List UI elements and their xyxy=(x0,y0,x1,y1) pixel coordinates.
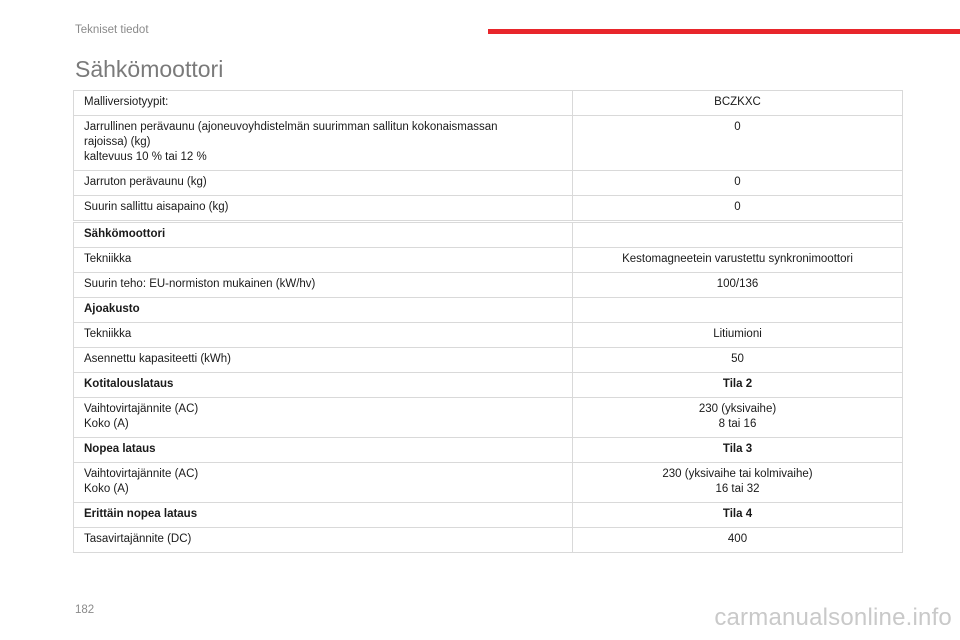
row-label: Nopea lataus xyxy=(74,438,573,463)
table-row xyxy=(74,116,903,171)
row-value: 230 (yksivaihe) 8 tai 16 xyxy=(573,398,903,438)
watermark: carmanualsonline.info xyxy=(714,604,952,631)
row-label: Jarruton perävaunu (kg) xyxy=(74,171,573,196)
row-label: Jarrullinen perävaunu (ajoneuvoyhdistelmän suurimman sallitun kokonaismassan rajoissa) (kg) kaltevuus 10 % tai 12 % xyxy=(74,116,573,171)
table-section-header xyxy=(74,373,903,398)
row-label: Vaihtovirtajännite (AC) Koko (A) xyxy=(74,463,573,503)
row-value xyxy=(573,223,903,248)
row-label: Malliversiotyypit: xyxy=(74,91,573,116)
table-section-header xyxy=(74,298,903,323)
row-label: Tasavirtajännite (DC) xyxy=(74,528,573,553)
table-row xyxy=(74,248,903,273)
table-section-header xyxy=(74,503,903,528)
row-value: Kestomagneetein varustettu synkronimoottori xyxy=(573,248,903,273)
row-label: Suurin sallittu aisapaino (kg) xyxy=(74,196,573,221)
table-row xyxy=(74,273,903,298)
row-label: Tekniikka xyxy=(74,248,573,273)
row-label: Vaihtovirtajännite (AC) Koko (A) xyxy=(74,398,573,438)
row-value: 230 (yksivaihe tai kolmivaihe) 16 tai 32 xyxy=(573,463,903,503)
row-label: Suurin teho: EU-normiston mukainen (kW/hv) xyxy=(74,273,573,298)
row-value: 0 xyxy=(573,196,903,221)
table-row xyxy=(74,398,903,438)
row-value: BCZKXC xyxy=(573,91,903,116)
row-label: Sähkömoottori xyxy=(74,223,573,248)
table-row xyxy=(74,528,903,553)
row-value: Tila 4 xyxy=(573,503,903,528)
section-label: Tekniset tiedot xyxy=(75,24,149,36)
row-label: Kotitalouslataus xyxy=(74,373,573,398)
table-row xyxy=(74,196,903,221)
trailer-spec-table xyxy=(73,90,903,221)
row-label: Erittäin nopea lataus xyxy=(74,503,573,528)
row-value: 100/136 xyxy=(573,273,903,298)
row-value: 50 xyxy=(573,348,903,373)
electric-motor-spec-table xyxy=(73,222,903,553)
table-row xyxy=(74,91,903,116)
table-row xyxy=(74,171,903,196)
table-row xyxy=(74,348,903,373)
row-value: 0 xyxy=(573,171,903,196)
table-row xyxy=(74,323,903,348)
accent-bar xyxy=(488,29,960,34)
row-value: Litiumioni xyxy=(573,323,903,348)
row-label: Tekniikka xyxy=(74,323,573,348)
table-row xyxy=(74,463,903,503)
row-label: Asennettu kapasiteetti (kWh) xyxy=(74,348,573,373)
row-value: Tila 3 xyxy=(573,438,903,463)
table-section-header xyxy=(74,223,903,248)
page-title: Sähkömoottori xyxy=(75,56,224,82)
row-value: Tila 2 xyxy=(573,373,903,398)
page-number: 182 xyxy=(75,604,95,616)
row-value: 400 xyxy=(573,528,903,553)
row-value xyxy=(573,298,903,323)
table-section-header xyxy=(74,438,903,463)
row-label: Ajoakusto xyxy=(74,298,573,323)
row-value: 0 xyxy=(573,116,903,171)
